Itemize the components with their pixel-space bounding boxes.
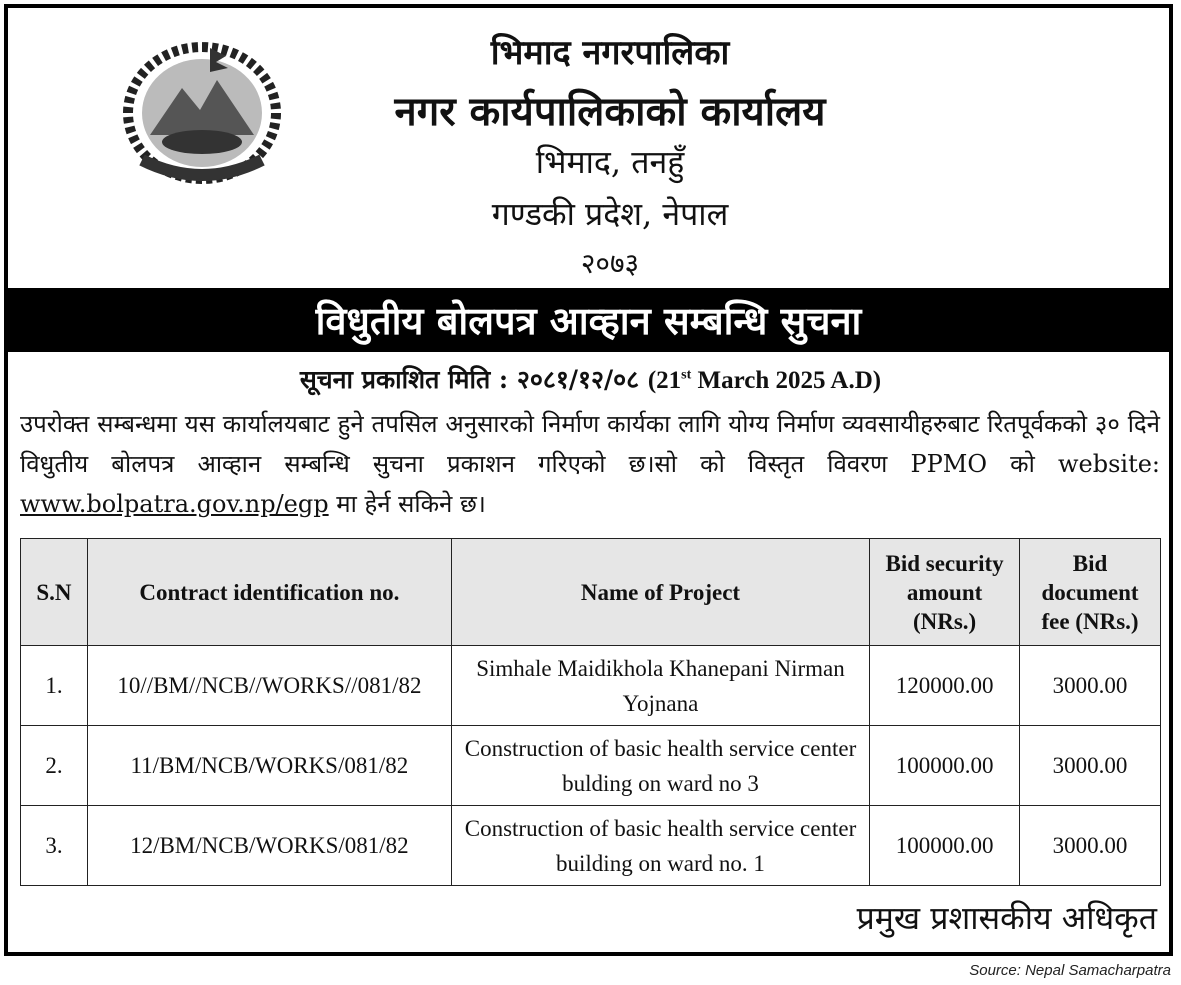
publication-date — [0, 362, 1181, 396]
notice-body-tail: मा हेर्न सकिने छ। — [328, 490, 486, 518]
signatory-title: प्रमुख प्रशासकीय अधिकृत — [856, 899, 1157, 937]
office-name: नगर कार्यपालिकाको कार्यालय — [394, 88, 826, 135]
province-country: गण्डकी प्रदेश, नेपाल — [491, 195, 729, 233]
cell-security: 100000.00 — [870, 726, 1020, 806]
publication-date-english — [648, 367, 881, 394]
bid-table — [20, 538, 1161, 886]
publication-date-nepali: सूचना प्रकाशित मिति : २०८१/१२/०८ — [299, 365, 640, 394]
cell-security: 100000.00 — [870, 806, 1020, 886]
established-year: २०७३ — [580, 247, 640, 280]
cell-contract: 11/BM/NCB/WORKS/081/82 — [87, 726, 451, 806]
table-row — [21, 726, 1161, 806]
cell-contract: 12/BM/NCB/WORKS/081/82 — [87, 806, 451, 886]
notice-title: विधुतीय बोलपत्र आव्हान सम्बन्धि सुचना — [315, 298, 862, 343]
header-security: Bid security amount (NRs.) — [870, 539, 1020, 646]
cell-fee: 3000.00 — [1020, 806, 1161, 886]
notice-body-text: उपरोक्त सम्बन्धमा यस कार्यालयबाट हुने तपसिल अनुसारको निर्माण कार्यका लागि योग्य निर्माण व्यवसायीहरुबाट रितपूर्वकको ३० दिने विधुतीय बोलपत्र आव्हान सम्बन्धि सुचना प्रकाशन गरिएको छ।सो को विस्तृत विवरण PPMO को website: — [20, 410, 1160, 478]
date-suffix-sup: st — [681, 367, 692, 383]
table-header-row — [21, 539, 1161, 646]
date-prefix: (21 — [647, 367, 682, 394]
date-suffix: March 2025 A.D) — [691, 367, 882, 394]
cell-contract: 10//BM//NCB//WORKS//081/82 — [87, 646, 451, 726]
source-credit: Source: Nepal Samacharpatra — [969, 962, 1171, 979]
header-project: Name of Project — [451, 539, 869, 646]
notice-body — [20, 404, 1160, 524]
office-location: भिमाद, तनहुँ — [535, 143, 685, 181]
cell-fee: 3000.00 — [1020, 646, 1161, 726]
notice-title-band — [4, 288, 1173, 352]
municipality-name: भिमाद नगरपालिका — [490, 33, 730, 73]
cell-project: Construction of basic health service center bulding on ward no 3 — [451, 726, 869, 806]
cell-fee: 3000.00 — [1020, 726, 1161, 806]
table-row — [21, 806, 1161, 886]
header-sn: S.N — [21, 539, 88, 646]
cell-security: 120000.00 — [870, 646, 1020, 726]
cell-sn: 3. — [21, 806, 88, 886]
cell-sn: 2. — [21, 726, 88, 806]
ppmo-website-link[interactable]: www.bolpatra.gov.np/egp — [20, 490, 329, 518]
cell-project: Simhale Maidikhola Khanepani Nirman Yojnana — [451, 646, 869, 726]
table-row — [21, 646, 1161, 726]
header-fee: Bid document fee (NRs.) — [1020, 539, 1161, 646]
cell-sn: 1. — [21, 646, 88, 726]
header-contract: Contract identification no. — [87, 539, 451, 646]
government-emblem — [122, 40, 282, 186]
cell-project: Construction of basic health service center building on ward no. 1 — [451, 806, 869, 886]
